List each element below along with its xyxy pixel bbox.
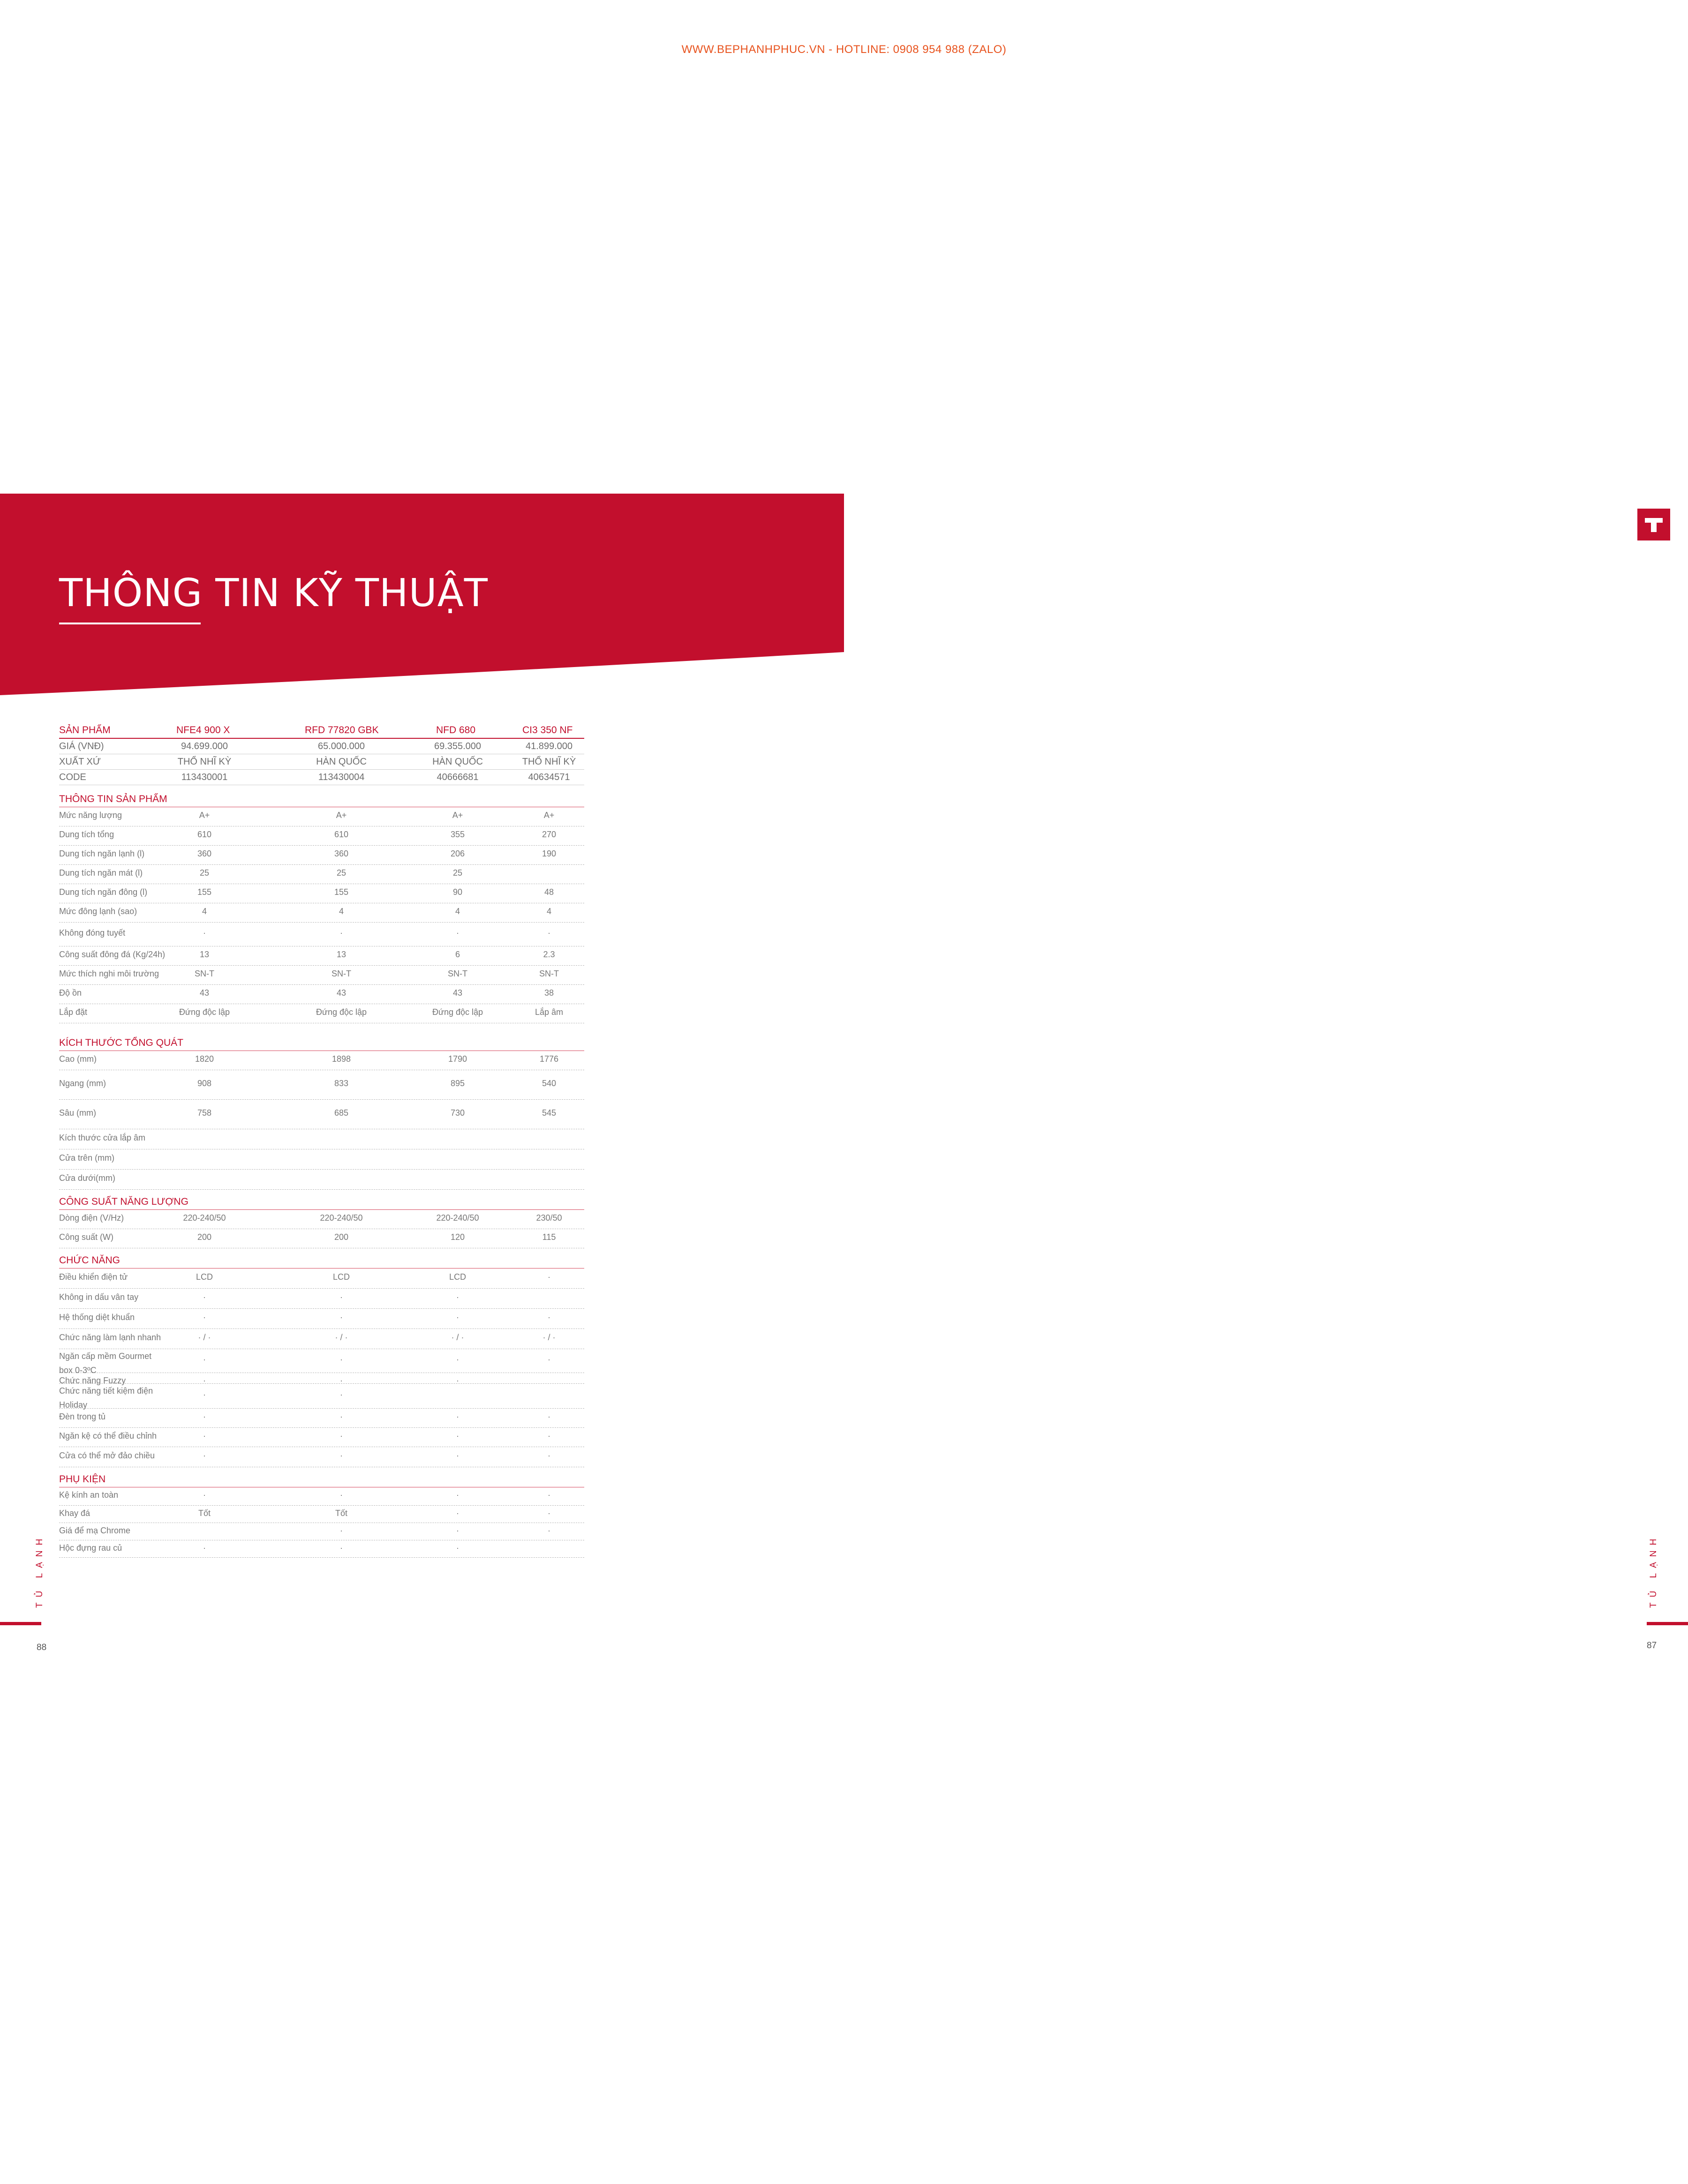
website-hotline: WWW.BEPHANHPHUC.VN - HOTLINE: 0908 954 988 (ZALO) [681,43,1007,56]
table-row [59,1309,584,1329]
row-value-3: 4 [455,907,460,916]
row-value-3: · [456,928,459,938]
row-value-3: HÀN QUỐC [432,757,483,767]
row-value-3: 120 [450,1232,465,1242]
row-value-3: · [456,1543,459,1553]
table-header-row [59,722,584,739]
row-value-3: A+ [452,811,463,820]
row-label: Không in dấu vân tay [59,1292,139,1302]
row-value-1: SN-T [195,969,214,978]
section-title [59,1255,584,1268]
row-value-2: 43 [336,988,347,998]
row-value-4: 230/50 [536,1213,562,1223]
table-row [59,1004,584,1023]
table-row [59,826,584,846]
row-label: Chức năng tiết kiệm điện Holiday [59,1386,153,1410]
row-label: Cửa có thể mở đảo chiều [59,1451,155,1460]
row-value-3: LCD [449,1272,467,1282]
row-value-1: 610 [197,830,212,839]
row-value-1: · [203,928,206,938]
header-product-4: CI3 350 NF [522,725,573,736]
side-bar-left [0,1622,41,1625]
row-value-3: · [456,1490,459,1500]
row-value-2: 25 [336,868,347,878]
section-title [59,1196,584,1210]
section-title [59,1474,584,1487]
table-row [59,1540,584,1558]
row-value-4: 190 [542,849,557,858]
row-value-3: · [456,1313,459,1322]
row-value-2: · [340,1292,343,1302]
row-value-4: · [548,1355,550,1364]
row-value-2: 113430004 [318,772,365,782]
section-title-text: PHỤ KIỆN [59,1474,106,1485]
row-value-2: · [340,1313,343,1322]
table-row [59,1268,584,1289]
row-value-2: 65.000.000 [317,741,365,751]
row-value-2: 833 [334,1079,349,1088]
side-label-right: TỦ LẠNH [1649,1533,1658,1608]
row-value-3: 730 [450,1108,465,1118]
table-row [59,1210,584,1229]
row-value-4: 540 [542,1079,557,1088]
row-value-4: · [548,1490,550,1500]
row-value-4: 40634571 [528,772,570,782]
row-value-2: · [340,1526,343,1535]
row-value-3: SN-T [448,969,467,978]
table-row [59,1129,584,1149]
row-value-4: SN-T [539,969,559,978]
row-value-4: · [548,1451,550,1460]
row-value-2: 360 [334,849,349,858]
row-value-4: · [548,1412,550,1421]
row-label: Dung tích ngăn đông (l) [59,887,148,897]
table-row [59,846,584,865]
row-label: Ngăn kệ có thể điều chỉnh [59,1431,157,1441]
table-row [59,1149,584,1170]
row-value-1: 758 [197,1108,212,1118]
row-value-1: 13 [199,950,210,959]
row-value-2: · [340,1451,343,1460]
table-row [59,1384,584,1409]
page-number-right: 87 [1647,1641,1657,1651]
row-value-2: A+ [336,811,347,820]
table-row [59,1229,584,1248]
row-label: Cửa dưới(mm) [59,1173,115,1183]
row-value-1: · [203,1451,206,1460]
row-value-1: · [203,1355,206,1364]
row-value-3: 43 [452,988,463,998]
row-value-4: · [548,1313,550,1322]
table-row [59,1051,584,1070]
row-label: Chức năng Fuzzy [59,1376,126,1385]
row-label: CODE [59,772,86,782]
section-title-text: CÔNG SUẤT NĂNG LƯỢNG [59,1196,188,1207]
row-value-4: 41.899.000 [525,741,573,751]
table-row [59,1373,584,1384]
row-value-2: 610 [334,830,349,839]
row-value-1: · [203,1543,206,1553]
row-value-4: · [548,1431,550,1441]
row-value-4: · / · [543,1333,556,1342]
row-value-3: 6 [455,950,460,959]
row-value-4: THỔ NHĨ KỲ [522,757,576,767]
table-row [59,1289,584,1309]
row-value-1: · / · [198,1333,211,1342]
row-label: Công suất đông đá (Kg/24h) [59,950,166,959]
table-row [59,966,584,985]
row-label: Ngang (mm) [59,1079,106,1088]
row-value-1: 25 [199,868,210,878]
table-row [59,770,584,785]
row-value-2: 155 [334,887,349,897]
row-value-3: · [456,1292,459,1302]
row-value-2: · [340,1376,343,1385]
side-label-left: TỦ LẠNH [35,1533,45,1608]
row-value-2: 200 [334,1232,349,1242]
row-value-1: 43 [199,988,210,998]
row-label: Không đóng tuyết [59,928,126,938]
teka-t-logo-icon [1637,509,1670,540]
table-row [59,1506,584,1523]
header-product-3: NFD 680 [436,725,476,736]
row-value-2: 13 [336,950,347,959]
row-value-4: · [548,928,550,938]
row-value-4: 115 [542,1232,556,1242]
row-value-4: 2.3 [543,950,555,959]
table-row [59,1523,584,1540]
row-value-1: · [203,1292,206,1302]
section-title-text: KÍCH THƯỚC TỔNG QUÁT [59,1037,184,1048]
row-value-2: 220-240/50 [320,1213,363,1223]
row-value-1: 4 [202,907,207,916]
row-label: Dung tích ngăn mát (l) [59,868,143,878]
row-label: Mức năng lượng [59,811,122,820]
table-row [59,884,584,903]
title-underline [59,623,201,624]
row-value-1: Đứng độc lập [179,1007,230,1017]
row-value-1: · [203,1490,206,1500]
row-value-3: · [456,1431,459,1441]
row-value-4: 1776 [539,1054,559,1064]
table-row [59,1409,584,1428]
row-label: Đèn trong tủ [59,1412,106,1421]
row-label: GIÁ (VNĐ) [59,741,104,751]
row-value-2: · [340,1390,343,1399]
row-value-1: A+ [199,811,210,820]
row-value-1: · [203,1431,206,1441]
table-row [59,1428,584,1447]
row-value-3: 355 [450,830,465,839]
row-value-3: 40666681 [437,772,479,782]
row-label: Cửa trên (mm) [59,1153,115,1163]
table-row [59,1329,584,1349]
table-row [59,946,584,966]
row-value-3: · / · [451,1333,464,1342]
side-bar-right [1647,1622,1688,1625]
row-value-3: 90 [452,887,463,897]
row-value-3: · [456,1526,459,1535]
table-row [59,739,584,754]
row-label: Độ ồn [59,988,82,998]
row-value-1: 360 [197,849,212,858]
row-value-1: 155 [197,887,212,897]
row-value-1: 94.699.000 [181,741,228,751]
row-value-4: · [548,1509,550,1518]
row-label: Mức đông lạnh (sao) [59,907,137,916]
row-value-4: · [548,1526,550,1535]
row-value-1: 908 [197,1079,212,1088]
row-value-2: · [340,1490,343,1500]
row-value-4: 48 [544,887,554,897]
header-product-2: RFD 77820 GBK [305,725,379,736]
spec-table [59,722,584,1558]
section-title-text: CHỨC NĂNG [59,1255,120,1266]
row-label: XUẤT XỨ [59,757,101,767]
row-value-3: 206 [450,849,465,858]
row-value-1: 1820 [195,1054,214,1064]
row-value-3: · [456,1412,459,1421]
row-label: Kích thước cửa lắp âm [59,1133,145,1142]
table-row [59,865,584,884]
row-value-2: 1898 [332,1054,351,1064]
row-value-2: SN-T [332,969,351,978]
row-value-3: 69.355.000 [434,741,482,751]
row-value-1: Tốt [198,1509,211,1518]
row-label: Điều khiển điện tử [59,1272,128,1282]
row-label: Dòng điện (V/Hz) [59,1213,124,1223]
section-title [59,794,584,807]
row-value-2: HÀN QUỐC [316,757,367,767]
row-label: Lắp đặt [59,1007,88,1017]
row-value-1: THỔ NHĨ KỲ [177,757,232,767]
table-row [59,985,584,1004]
row-label: Chức năng làm lạnh nhanh [59,1333,161,1342]
row-value-1: · [203,1390,206,1399]
row-value-1: · [203,1313,206,1322]
row-value-3: · [456,1509,459,1518]
row-label: Dung tích tổng [59,830,114,839]
row-label: Dung tích ngăn lạnh (l) [59,849,145,858]
row-value-3: 220-240/50 [436,1213,479,1223]
row-value-4: Lắp âm [535,1007,564,1017]
row-value-4: 270 [542,830,557,839]
row-value-1: 220-240/50 [183,1213,226,1223]
row-label: Giá để mạ Chrome [59,1526,131,1535]
table-row [59,1070,584,1100]
table-row [59,1100,584,1129]
row-value-2: Đứng độc lập [316,1007,367,1017]
row-value-4: 38 [544,988,554,998]
row-value-3: · [456,1376,459,1385]
row-value-1: 113430001 [181,772,228,782]
row-label: Ngăn cấp mềm Gourmet box 0-3ºC [59,1351,152,1375]
row-label: Cao (mm) [59,1054,97,1064]
row-value-3: · [456,1451,459,1460]
table-row [59,923,584,946]
row-value-2: · [340,1431,343,1441]
row-label: Hộc đựng rau củ [59,1543,122,1553]
table-row [59,1447,584,1467]
row-value-2: LCD [332,1272,350,1282]
row-value-1: LCD [196,1272,213,1282]
row-value-2: · [340,1412,343,1421]
spec-body [59,739,584,1558]
row-value-3: Đứng độc lập [432,1007,483,1017]
row-label: Kệ kính an toàn [59,1490,119,1500]
row-value-2: · / · [335,1333,348,1342]
row-value-2: Tốt [335,1509,348,1518]
page-title: THÔNG TIN KỸ THUẬT [59,571,488,615]
row-value-4: 545 [542,1108,557,1118]
row-label: Khay đá [59,1509,90,1518]
table-row [59,807,584,826]
section-title [59,1037,584,1051]
row-value-4: 4 [546,907,552,916]
table-row [59,1170,584,1190]
row-label: Mức thích nghi môi trường [59,969,159,978]
page-number-left: 88 [37,1643,47,1652]
row-value-1: · [203,1412,206,1421]
row-value-2: 685 [334,1108,349,1118]
row-value-2: 4 [339,907,344,916]
row-value-4: A+ [543,811,555,820]
row-value-4: · [548,1272,550,1282]
row-value-3: · [456,1355,459,1364]
row-value-3: 895 [450,1079,465,1088]
table-row [59,754,584,770]
section-title-text: THÔNG TIN SẢN PHẨM [59,794,167,804]
table-row [59,1487,584,1506]
row-label: Công suất (W) [59,1232,114,1242]
row-value-2: · [340,928,343,938]
row-value-2: · [340,1543,343,1553]
table-row [59,1349,584,1373]
row-label: Hệ thống diệt khuẩn [59,1313,135,1322]
header-product-label: SẢN PHẨM [59,725,111,736]
header-product-1: NFE4 900 X [176,725,230,736]
row-value-3: 25 [452,868,463,878]
row-value-1: · [203,1376,206,1385]
row-value-1: 200 [197,1232,212,1242]
row-value-3: 1790 [448,1054,467,1064]
table-row [59,903,584,923]
row-label: Sâu (mm) [59,1108,97,1118]
row-value-2: · [340,1355,343,1364]
